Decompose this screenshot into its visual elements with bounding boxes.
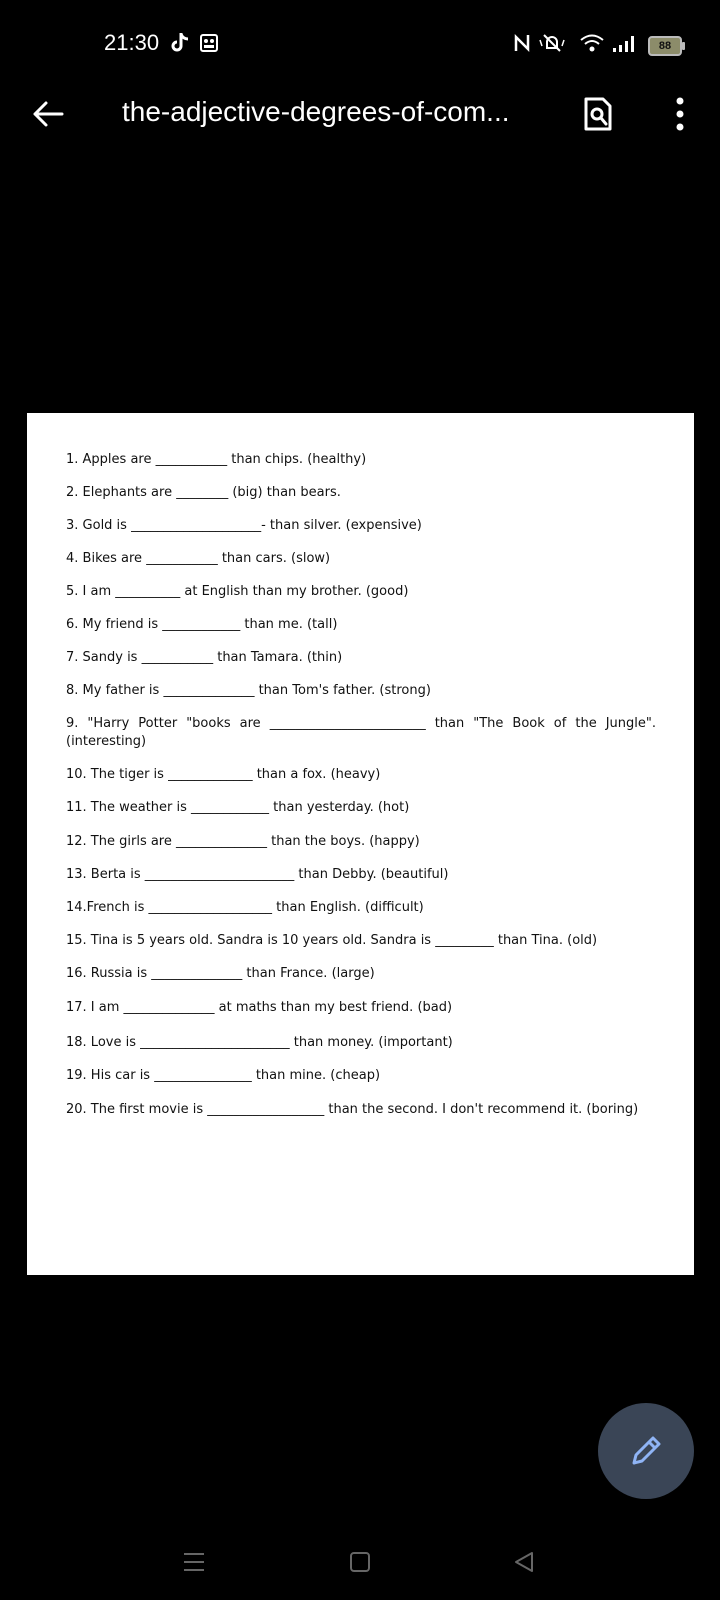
back-arrow-icon [32, 100, 64, 128]
search-in-document-icon [583, 96, 613, 132]
home-button[interactable] [340, 1542, 380, 1582]
edit-pencil-icon [626, 1431, 666, 1471]
question-8: 8. My father is ______________ than Tom's father. (strong) [66, 683, 431, 698]
question-15: 15. Tina is 5 years old. Sandra is 10 years old. Sandra is _________ than Tina. (old) [66, 933, 598, 948]
question-9: 9. "Harry Potter "books are ________________________ than "The Book of the Jungle". (interesting) [66, 716, 656, 749]
wifi-icon [578, 32, 606, 54]
question-20: 20. The first movie is __________________ than the second. I don't recommend it. (boring) [66, 1102, 639, 1117]
question-11: 11. The weather is ____________ than yesterday. (hot) [66, 800, 410, 815]
system-nav-bar [0, 1530, 720, 1600]
more-options-button[interactable] [662, 92, 698, 136]
edit-button[interactable] [598, 1403, 694, 1499]
question-7: 7. Sandy is ___________ than Tamara. (thin) [66, 650, 343, 665]
question-19: 19. His car is _______________ than mine. (cheap) [66, 1068, 381, 1083]
question-17: 17. I am ______________ at maths than my best friend. (bad) [66, 1000, 453, 1015]
question-16: 16. Russia is ______________ than France. (large) [66, 966, 375, 981]
back-nav-button[interactable] [504, 1542, 544, 1582]
document-title: the-adjective-degrees-of-com... [122, 96, 510, 127]
status-time: 21:30 [104, 30, 160, 55]
back-nav-icon [512, 1550, 536, 1574]
question-4: 4. Bikes are ___________ than cars. (slow) [66, 551, 331, 566]
recent-apps-button[interactable] [174, 1542, 214, 1582]
question-18: 18. Love is _______________________ than money. (important) [66, 1035, 453, 1050]
signal-icon [610, 32, 640, 54]
question-12: 12. The girls are ______________ than the boys. (happy) [66, 834, 420, 849]
status-bar [0, 0, 720, 90]
notification-icon [198, 32, 220, 54]
document-page[interactable] [27, 413, 694, 1275]
question-3: 3. Gold is ____________________- than silver. (expensive) [66, 518, 422, 533]
search-in-document-button[interactable] [578, 92, 618, 136]
home-icon [348, 1550, 372, 1574]
question-6: 6. My friend is ____________ than me. (tall) [66, 617, 338, 632]
question-14: 14.French is ___________________ than English. (difficult) [66, 900, 424, 915]
tiktok-icon [170, 32, 190, 54]
battery-indicator: 88 [648, 36, 682, 56]
recent-apps-icon [181, 1550, 207, 1574]
app-toolbar [0, 80, 720, 150]
question-1: 1. Apples are ___________ than chips. (healthy) [66, 452, 367, 467]
back-button[interactable] [28, 94, 68, 134]
question-13: 13. Berta is _______________________ than Debby. (beautiful) [66, 867, 449, 882]
more-vert-icon [675, 97, 685, 131]
mute-icon [538, 32, 566, 54]
nfc-icon [512, 32, 532, 54]
question-5: 5. I am __________ at English than my brother. (good) [66, 584, 409, 599]
question-10: 10. The tiger is _____________ than a fox. (heavy) [66, 767, 381, 782]
question-2: 2. Elephants are ________ (big) than bears. [66, 485, 341, 500]
